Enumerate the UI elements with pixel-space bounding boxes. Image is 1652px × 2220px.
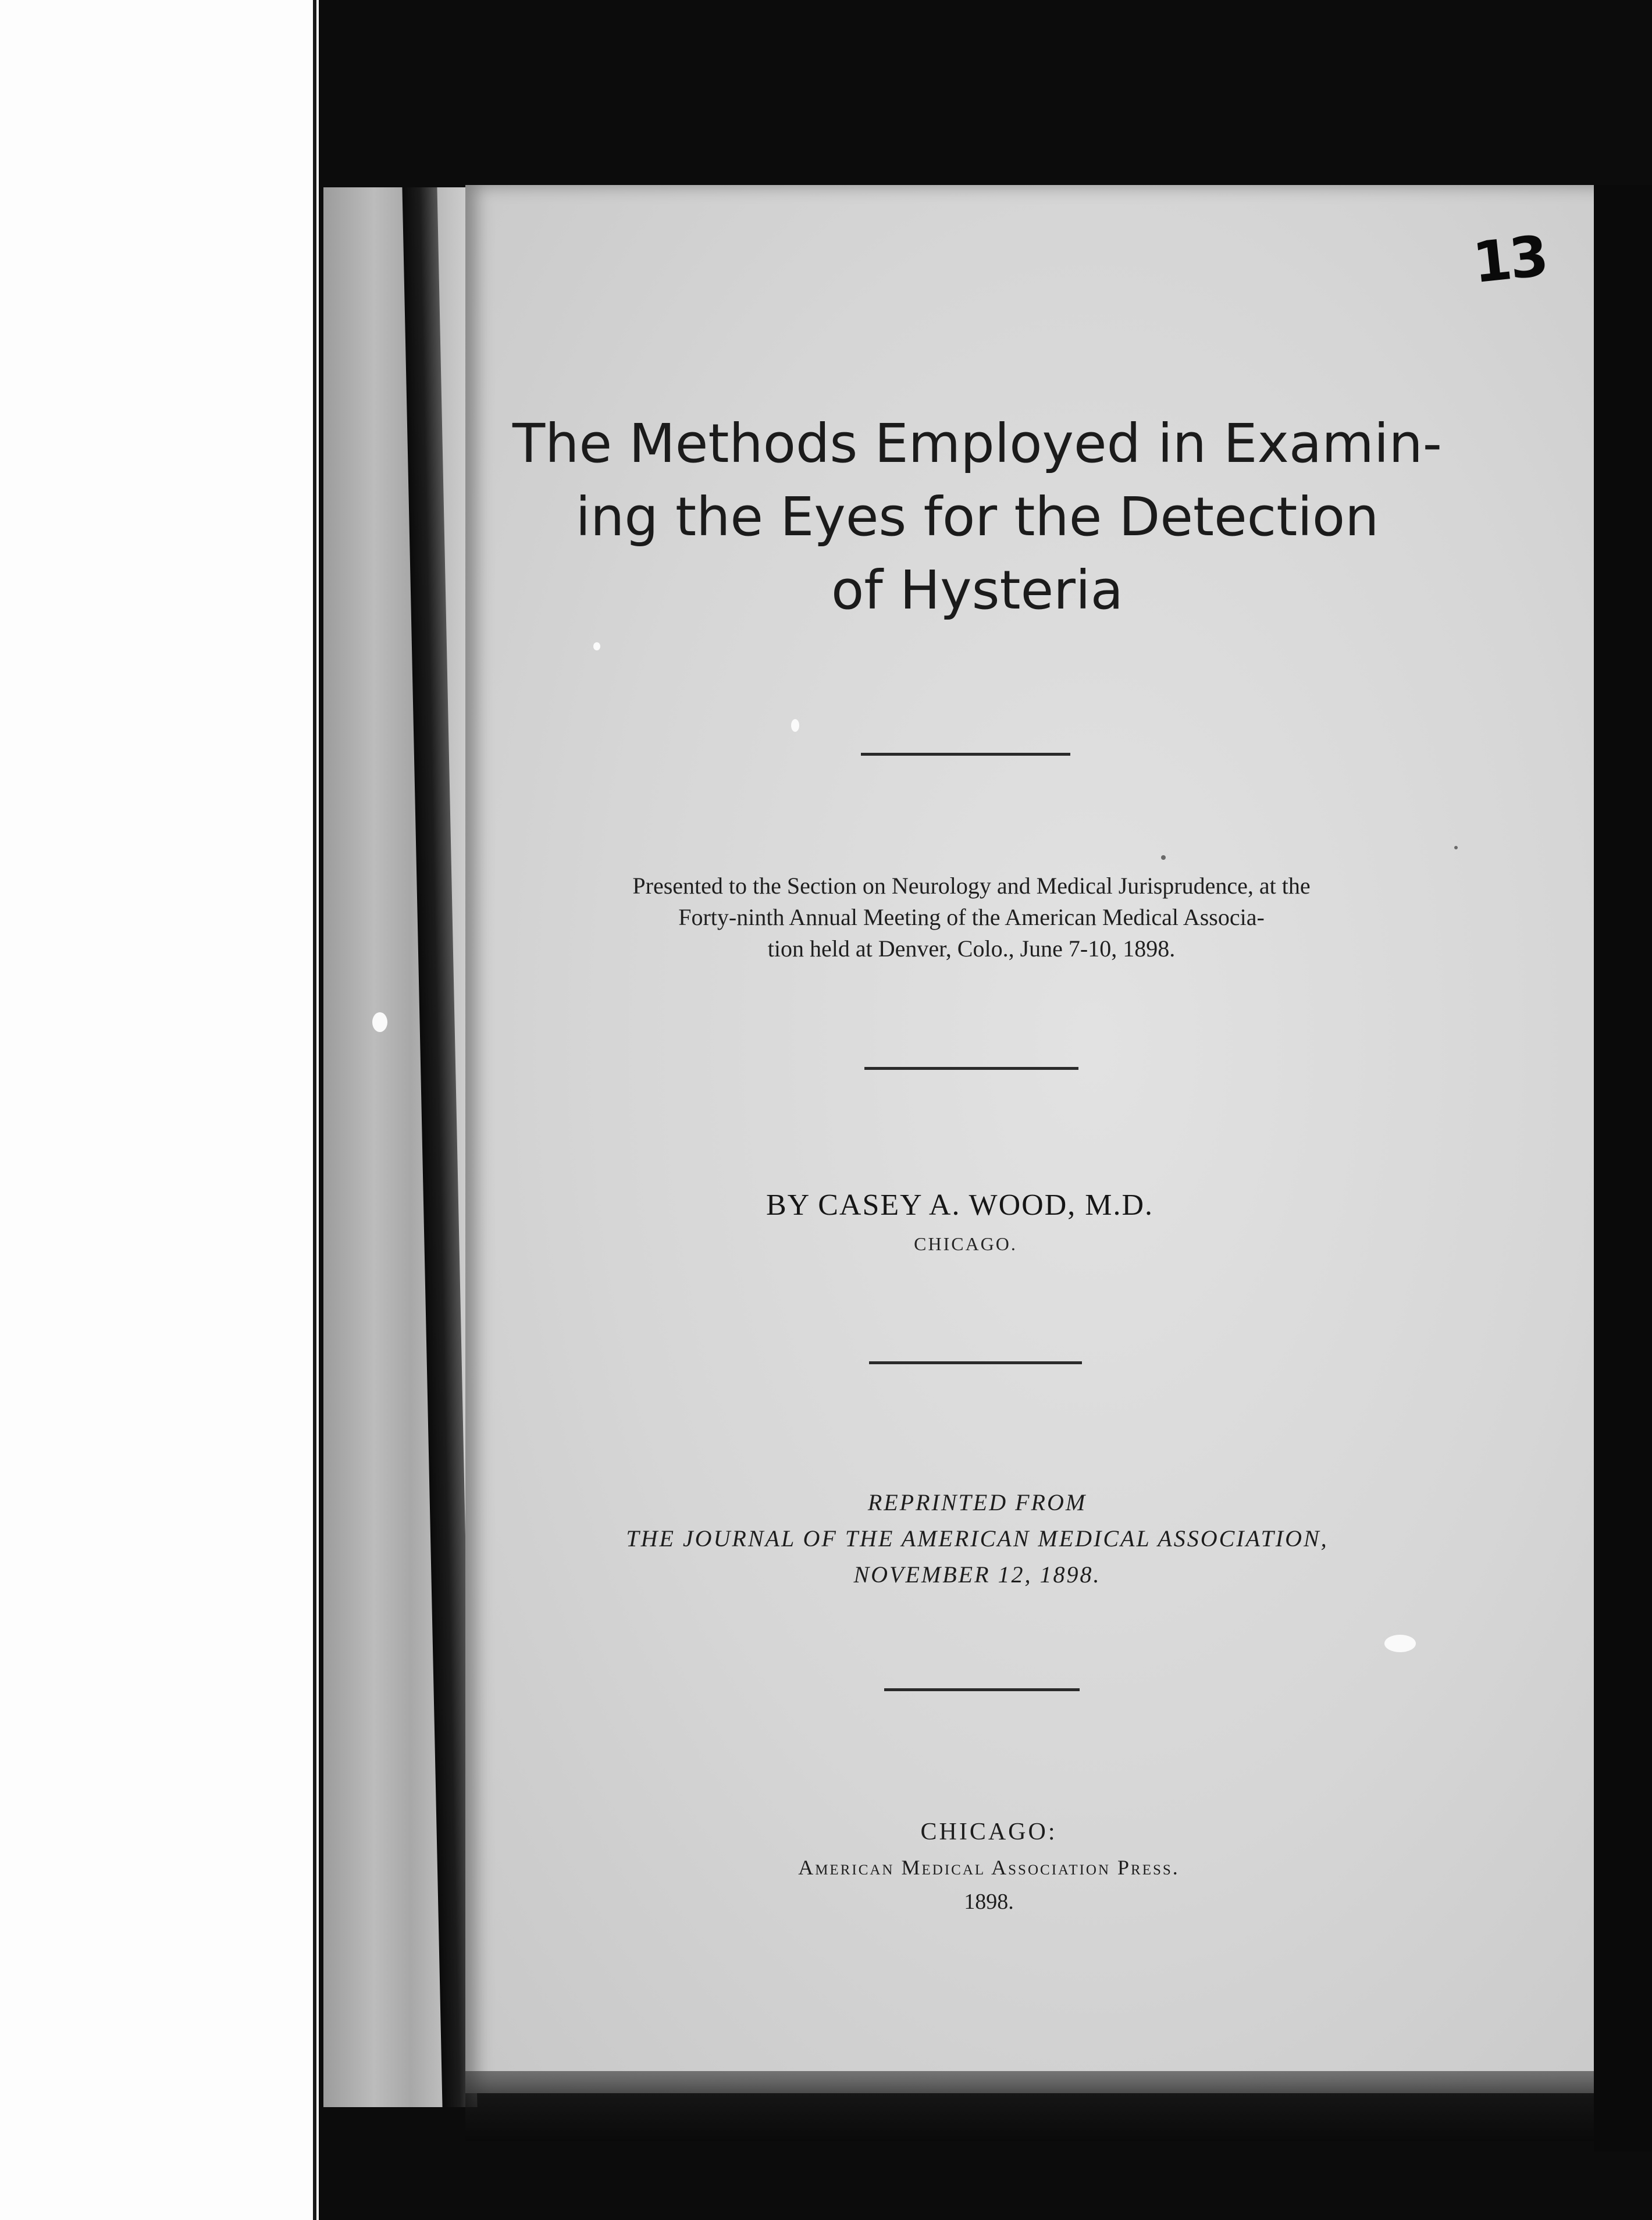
left-white-margin bbox=[0, 0, 319, 2220]
reprint-notice bbox=[558, 1485, 1396, 1593]
left-border-rule bbox=[313, 0, 316, 2220]
imprint-city: CHICAGO: bbox=[920, 1819, 1058, 1845]
title-line: of Hysteria bbox=[831, 559, 1123, 621]
handwritten-page-number: 13 bbox=[1469, 223, 1550, 296]
scan-speck bbox=[593, 642, 600, 650]
presentation-line: tion held at Denver, Colo., June 7-10, 1898. bbox=[767, 935, 1176, 962]
separator-rule bbox=[864, 1067, 1078, 1070]
imprint-press: American Medical Association Press. bbox=[798, 1856, 1180, 1879]
author-byline: BY CASEY A. WOOD, M.D. bbox=[766, 1189, 1154, 1222]
presentation-line: Forty-ninth Annual Meeting of the American Medical Associa- bbox=[678, 904, 1265, 930]
right-dark-edge bbox=[1594, 185, 1652, 2151]
scan-speck bbox=[1161, 855, 1166, 860]
separator-rule bbox=[869, 1361, 1082, 1364]
scan-speck bbox=[372, 1012, 387, 1032]
page-bottom-shadow bbox=[465, 2071, 1605, 2141]
presentation-line: Presented to the Section on Neurology and Medical Jurisprudence, at the bbox=[632, 873, 1311, 899]
scan-speck bbox=[791, 719, 799, 732]
title-line: The Methods Employed in Examin- bbox=[512, 412, 1442, 475]
reprint-line: NOVEMBER 12, 1898. bbox=[853, 1561, 1101, 1588]
author-city: CHICAGO. bbox=[914, 1233, 1017, 1254]
document-title bbox=[512, 407, 1443, 627]
imprint-year: 1898. bbox=[964, 1890, 1014, 1914]
title-line: ing the Eyes for the Detection bbox=[575, 486, 1379, 548]
scan-speck bbox=[1454, 846, 1458, 849]
presentation-note bbox=[535, 870, 1408, 965]
reprint-line: REPRINTED FROM bbox=[867, 1489, 1087, 1515]
publisher-imprint bbox=[698, 1814, 1280, 1919]
separator-rule bbox=[884, 1688, 1080, 1691]
reprint-line: THE JOURNAL OF THE AMERICAN MEDICAL ASSOCIATION, bbox=[626, 1525, 1329, 1552]
scan-speck bbox=[1384, 1635, 1416, 1652]
separator-rule bbox=[861, 753, 1070, 756]
